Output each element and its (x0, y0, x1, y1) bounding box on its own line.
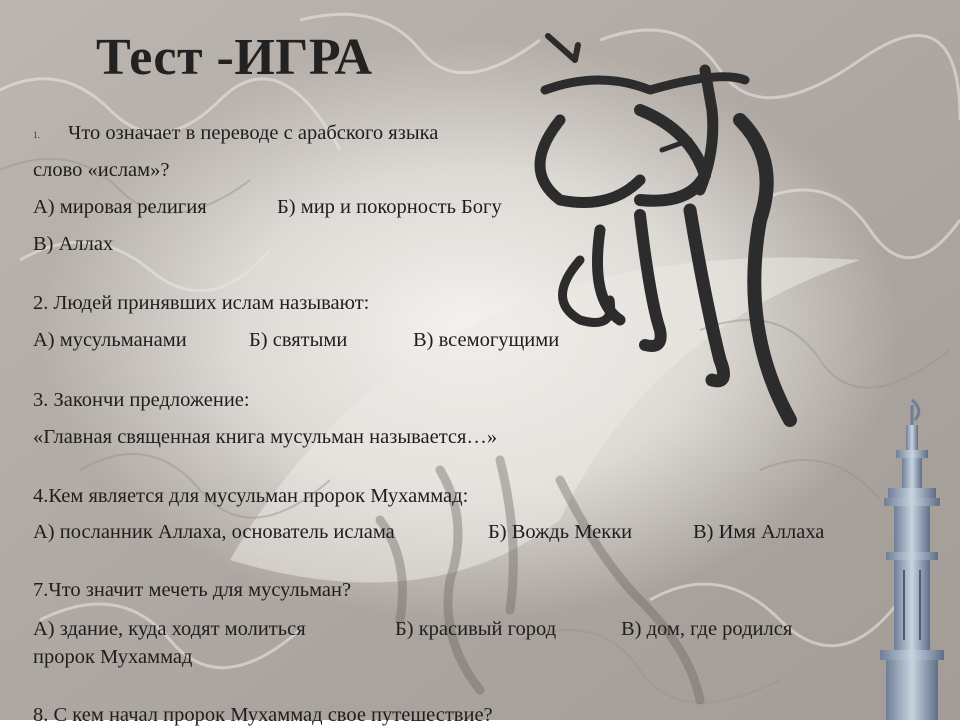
question-3-text: 3. Закончи предложение: (33, 389, 250, 411)
question-1-text: Что означает в переводе с арабского языка (68, 122, 439, 144)
slide-title: Тест -ИГРА (96, 29, 373, 86)
question-3-sentence: «Главная священная книга мусульман называется…» (33, 426, 498, 448)
question-4-text: 4.Кем является для мусульман пророк Мухаммад: (33, 485, 469, 507)
question-7-options (33, 618, 793, 641)
question-7-option-c-cont: пророк Мухаммад (33, 646, 193, 668)
question-2-option-b: Б) святыми (249, 329, 348, 351)
question-2-option-a: А) мусульманами (33, 329, 187, 351)
question-2-option-c: В) всемогущими (413, 329, 560, 351)
question-1-option-c: В) Аллах (33, 233, 114, 255)
question-2-text: 2. Людей принявших ислам называют: (33, 292, 370, 314)
question-7-text: 7.Что значит мечеть для мусульман? (33, 579, 352, 601)
question-4-option-b: Б) Вождь Мекки (488, 521, 633, 543)
question-7-option-b: Б) красивый город (395, 618, 557, 640)
question-7-option-a: А) здание, куда ходят молиться (33, 618, 306, 640)
question-4-options (33, 521, 825, 544)
list-marker: 1. (33, 130, 40, 140)
question-1-option-a: А) мировая религия (33, 196, 207, 218)
question-4-option-c: В) Имя Аллаха (693, 521, 825, 543)
question-2-options (33, 329, 560, 352)
question-1-options (33, 196, 502, 219)
question-4-option-a: А) посланник Аллаха, основатель ислама (33, 521, 395, 543)
question-7-option-c: В) дом, где родился (621, 618, 793, 640)
question-1-text-cont: слово «ислам»? (33, 159, 170, 181)
question-8-text: 8. С кем начал пророк Мухаммад свое путешествие? (33, 704, 493, 726)
question-1-option-b: Б) мир и покорность Богу (277, 196, 502, 218)
